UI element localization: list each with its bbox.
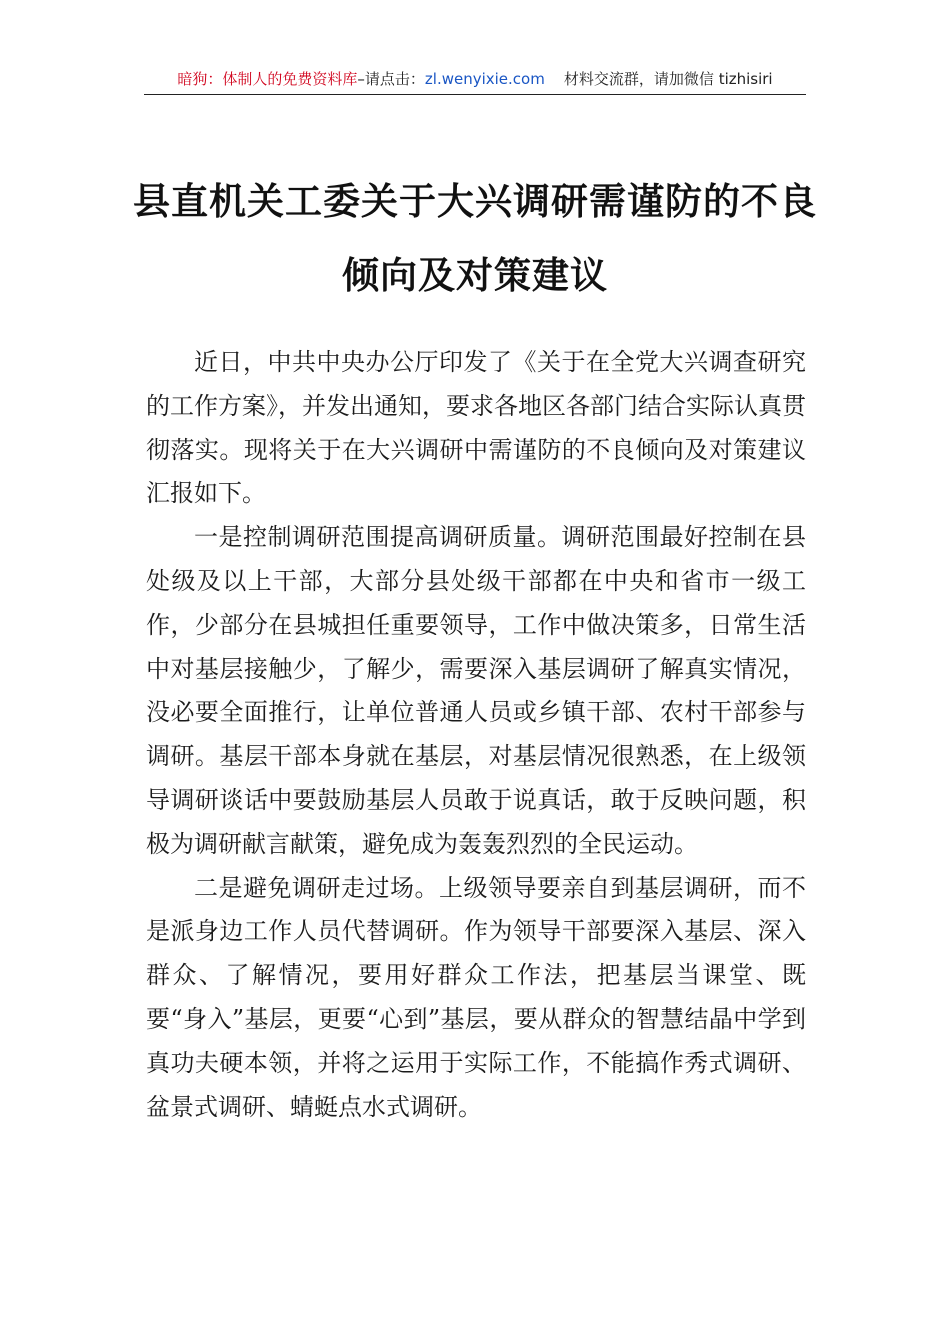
document-title-line-2: 倾向及对策建议: [342, 253, 608, 297]
paragraph-point-1: 一是控制调研范围提高调研质量。调研范围最好控制在县处级及以上干部，大部分县处级干部都在中央和省市一级工作，少部分在县城担任重要领导，工作中做决策多，日常生活中对基层接触少，了解少，需要深入基层调研了解真实情况，没必要全面推行，让单位普通人员或乡镇干部、农村干部参与调研。基层干部本身就在基层，对基层情况很熟悉，在上级领导调研谈话中要鼓励基层人员敢于说真话，敢于反映问题，积极为调研献言献策，避免成为轰轰烈烈的全民运动。: [146, 523, 806, 858]
page-header: [144, 66, 806, 95]
document-title-line-1: 县直机关工委关于大兴调研需谨防的不良: [133, 179, 817, 223]
header-wechat-note: 材料交流群，请加微信 tizhisiri: [563, 70, 773, 88]
header-url-link[interactable]: zl.wenyixie.com: [424, 70, 545, 88]
header-click-prefix: –请点击：: [357, 70, 425, 88]
document-body: [146, 341, 806, 1129]
paragraph-point-2: 二是避免调研走过场。上级领导要亲自到基层调研，而不是派身边工作人员代替调研。作为领导干部要深入基层、深入群众、了解情况，要用好群众工作法，把基层当课堂、既要“身入”基层，更要“心到”基层，要从群众的智慧结晶中学到真功夫硬本领，并将之运用于实际工作，不能搞作秀式调研、盆景式调研、蜻蜓点水式调研。: [146, 873, 806, 1121]
paragraph-intro: 近日，中共中央办公厅印发了《关于在全党大兴调查研究的工作方案》，并发出通知，要求各地区各部门结合实际认真贯彻落实。现将关于在大兴调研中需谨防的不良倾向及对策建议汇报如下。: [146, 348, 806, 508]
header-source-text: 暗狗：体制人的免费资料库: [177, 70, 358, 88]
